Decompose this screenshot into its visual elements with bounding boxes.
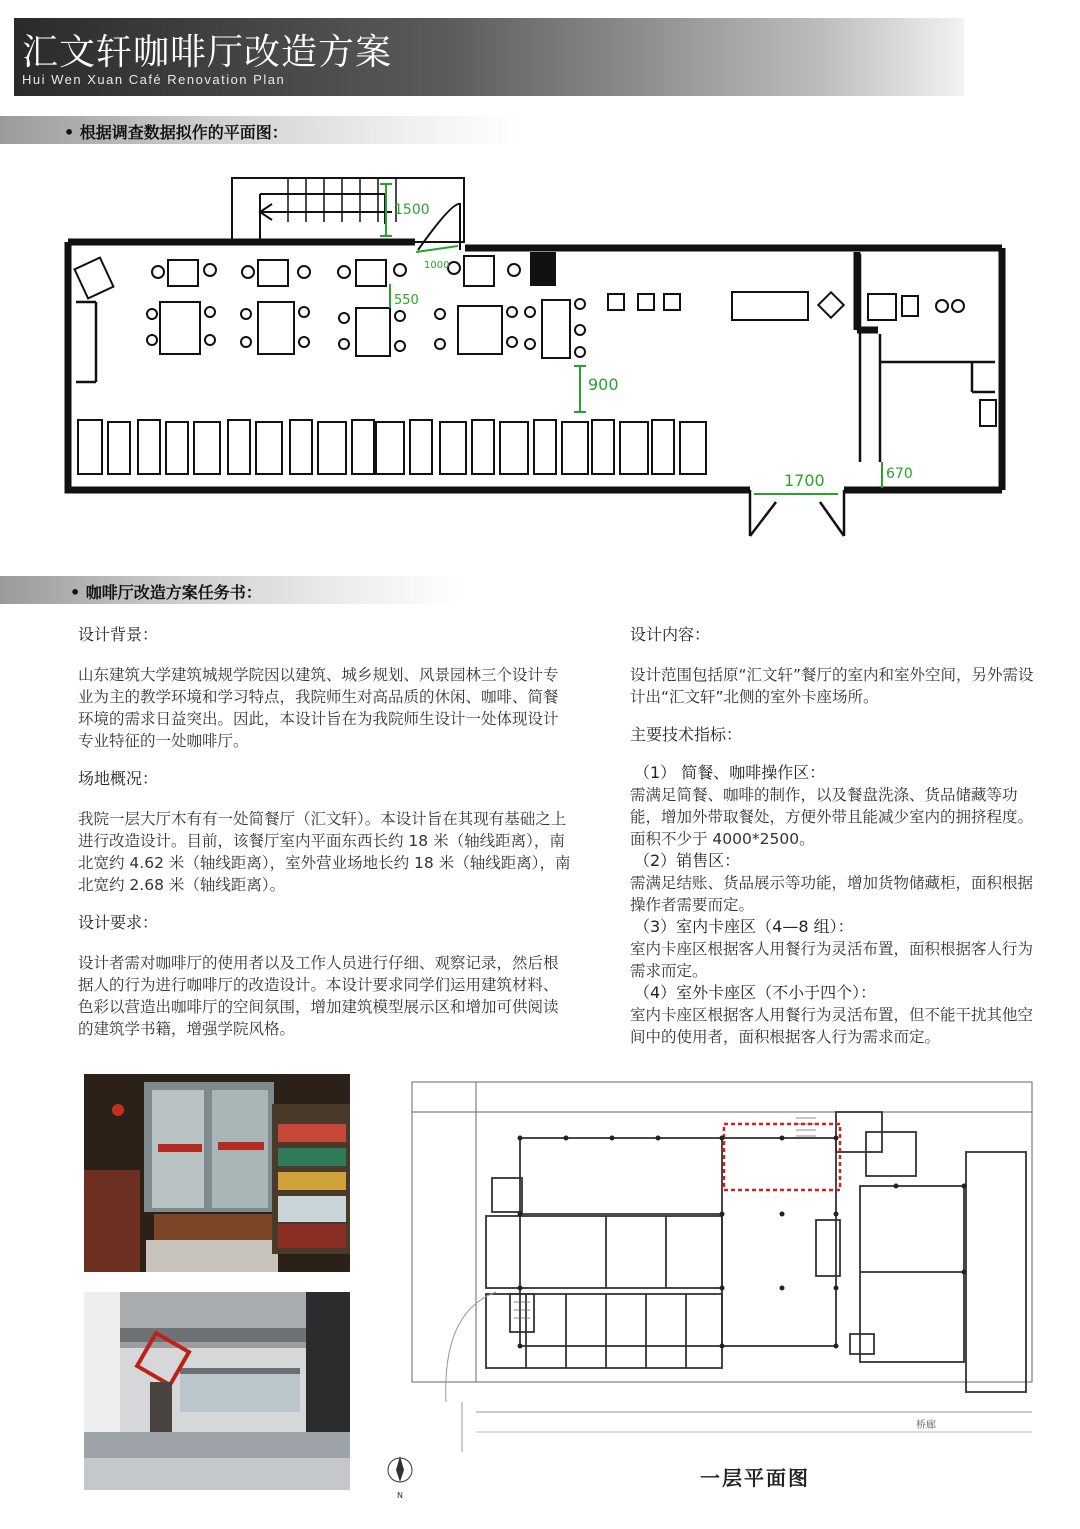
dim-1000: 1000 [424,260,450,271]
requirements-text: 设计者需对咖啡厅的使用者以及工作人员进行仔细、观察记录，然后根据人的行为进行咖啡厅的改造设计。本设计要求同学们运用建筑材料、色彩以营造出咖啡厅的空间氛围，增加建筑模型展示区和增加可供阅读的建筑学书籍，增强学院风格。 [78,954,559,1038]
dim-670: 670 [886,466,913,482]
right-column [630,624,1038,1048]
bridge-label: 桥廊 [916,1420,936,1431]
site-text: 我院一层大厅木有有一处简餐厅（汇文轩）。本设计旨在其现有基础之上进行改造设计。目前，该餐厅室内平面东西长约 18 米（轴线距离），南北宽约 4.62 米（轴线距离），室外营业场地长约 18 米（轴线距离），南北宽约 2.68 米（轴线距离）。 [78,810,571,894]
item4-text: 室内卡座区根据客人用餐行为灵活布置，但不能干扰其他空间中的使用者，面积根据客人行为需求而定。 [630,1006,1034,1046]
dim-900: 900 [588,375,619,394]
section-heading-floorplan: • 根据调查数据拟作的平面图： [64,123,288,142]
page-title: 汇文轩咖啡厅改造方案 [22,32,393,73]
item1-title: （1） 简餐、咖啡操作区： [634,763,826,782]
item3-title: （3）室内卡座区（4—8 组）： [634,917,854,936]
lobby-photo [84,1292,350,1490]
content-text: 设计范围包括原“汇文轩”餐厅的室内和室外空间，另外需设计出“汇文轩”北侧的室外卡座场所。 [630,666,1034,706]
site-heading: 场地概况： [78,769,159,788]
item2-title: （2）销售区： [634,851,741,870]
section-heading-brief: • 咖啡厅改造方案任务书： [70,583,262,602]
cafe-entrance-photo [84,1074,350,1272]
left-column [78,624,572,1040]
item2-text: 需满足结账、货品展示等功能，增加货物储藏柜，面积根据操作者需要而定。 [630,874,1034,914]
page-subtitle: Hui Wen Xuan Café Renovation Plan [22,72,286,87]
sketch-floor-plan [60,172,1020,552]
background-text: 山东建筑大学建筑城规学院因以建筑、城乡规划、风景园林三个设计专业为主的教学环境和学习特点，我院师生对高品质的休闲、咖啡、简餐环境的需求日益突出。因此，本设计旨在为我院师生设计一处体现设计专业特征的一处咖啡厅。 [78,666,559,750]
north-arrow-icon [388,1456,412,1500]
item3-text: 室内卡座区根据客人用餐行为灵活布置，面积根据客人行为需求而定。 [630,940,1034,980]
item4-title: （4）室外卡座区（不小于四个）： [634,983,877,1002]
tech-heading: 主要技术指标： [630,725,743,744]
dim-1700: 1700 [784,471,825,490]
cafe-highlight-box [724,1124,840,1190]
column-block [530,252,556,286]
ground-floor-plan-drawing [376,1072,1036,1512]
plan-title: 一层平面图 [700,1466,810,1490]
svg-text:N: N [397,1491,403,1500]
item1-text: 需满足简餐、咖啡的制作，以及餐盘洗涤、货品储藏等功能，增加外带取餐处，方便外带且能减少室内的拥挤程度。面积不少于 4000*2500。 [630,786,1034,848]
requirements-heading: 设计要求： [78,913,159,932]
content-heading: 设计内容： [630,625,711,644]
background-heading: 设计背景： [78,625,159,644]
booth-row [78,420,706,474]
dim-550: 550 [394,293,419,308]
dim-1500: 1500 [394,202,430,218]
